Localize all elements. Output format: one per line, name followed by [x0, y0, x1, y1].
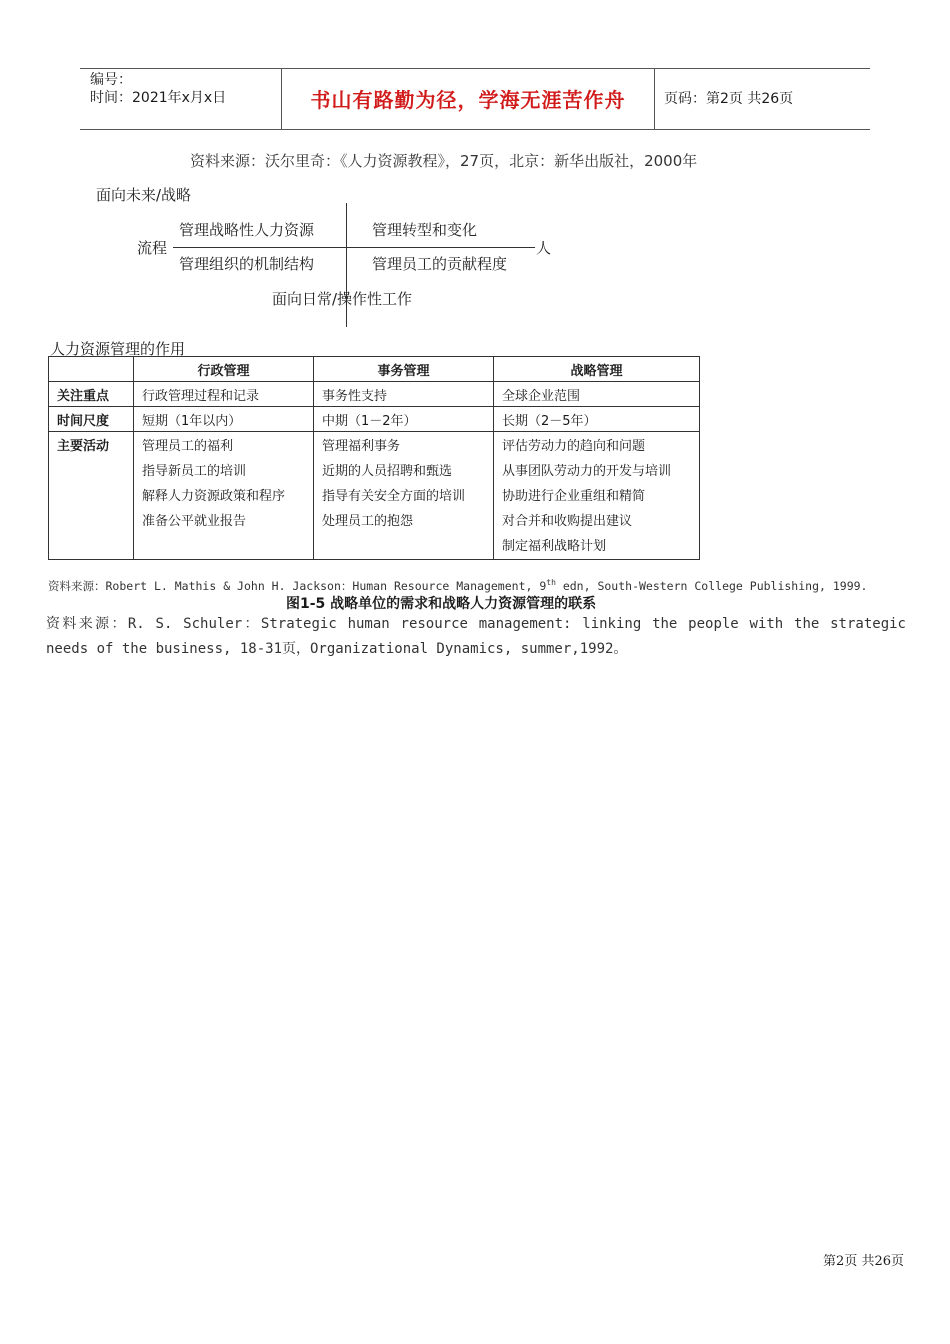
table-title: 人力资源管理的作用: [50, 340, 186, 358]
time-label: 时间：2021年x月x日: [90, 90, 227, 106]
table-cell: 行政管理过程和记录: [134, 382, 314, 407]
quadrant-bottom-right: 管理员工的贡献程度: [372, 255, 508, 273]
quadrant-right-label: 人: [536, 239, 552, 257]
page-header: [80, 68, 870, 130]
column-header: 事务管理: [314, 357, 494, 382]
table-corner-cell: [49, 357, 134, 382]
roles-table: [48, 356, 700, 560]
row-header: [49, 432, 134, 560]
table-row: [49, 432, 700, 560]
table-cell: 长期（2－5年）: [494, 407, 700, 432]
quadrant-top-label: 面向未来/战略: [96, 186, 192, 204]
figure-caption: 图1-5 战略单位的需求和战略人力资源管理的联系: [286, 596, 597, 612]
table-cell: 短期（1年以内）: [134, 407, 314, 432]
source-line-1: 资料来源：沃尔里奇：《人力资源教程》，27页，北京：新华出版社，2000年: [190, 152, 698, 170]
activity-item: 从事团队劳动力的开发与培训: [502, 464, 672, 479]
table-cell: 事务性支持: [314, 382, 494, 407]
source-line-2-text: edn, South-Western College Publishing, 1999.: [555, 579, 868, 593]
header-divider: [654, 69, 655, 129]
activity-item: 对合并和收购提出建议: [502, 514, 633, 529]
header-meta: [90, 71, 226, 107]
row-header: 时间尺度: [49, 407, 134, 432]
activity-item: 指导新员工的培训: [142, 464, 247, 479]
source-line-2-text: 资料来源：Robert L. Mathis & John H. Jackson：Human Resource Management, 9: [48, 579, 547, 593]
table-cell: 中期（1－2年）: [314, 407, 494, 432]
table-cell: [494, 432, 700, 560]
source-line-2-sup: th: [546, 578, 556, 588]
activity-item: 管理员工的福利: [142, 439, 234, 454]
page-label: 页码：第2页 共26页: [664, 91, 794, 107]
table-cell: [314, 432, 494, 560]
quadrant-top-left: 管理战略性人力资源: [179, 221, 315, 239]
table-header-row: [49, 357, 700, 382]
activity-item: 近期的人员招聘和甄选: [322, 464, 453, 479]
activity-item: 评估劳动力的趋向和问题: [502, 439, 646, 454]
header-motto: 书山有路勤为径，学海无涯苦作舟: [310, 88, 626, 112]
activity-item: 解释人力资源政策和程序: [142, 489, 286, 504]
activity-item: 制定福利战略计划: [502, 539, 607, 554]
activity-item: 指导有关安全方面的培训: [322, 489, 466, 504]
activities-header: 主要活动: [57, 439, 110, 454]
activity-item: 处理员工的抱怨: [322, 514, 414, 529]
table-cell: [134, 432, 314, 560]
table-cell: 全球企业范围: [494, 382, 700, 407]
table-row: [49, 407, 700, 432]
quadrant-horizontal-axis: [173, 247, 535, 248]
source-line-2: [48, 578, 867, 594]
quadrant-bottom-label: 面向日常/操作性工作: [272, 290, 413, 308]
row-header: 关注重点: [49, 382, 134, 407]
page-footer: 第2页 共26页: [823, 1254, 904, 1269]
quadrant-left-label: 流程: [137, 239, 168, 257]
code-label: 编号：: [90, 72, 132, 88]
quadrant-bottom-left: 管理组织的机制结构: [179, 255, 315, 273]
activity-item: 协助进行企业重组和精简: [502, 489, 646, 504]
column-header: 行政管理: [134, 357, 314, 382]
activity-item: 准备公平就业报告: [142, 514, 247, 529]
quadrant-top-right: 管理转型和变化: [372, 221, 478, 239]
column-header: 战略管理: [494, 357, 700, 382]
source-line-3: 资料来源：R. S. Schuler：Strategic human resource management: linking the people with the strategic needs of the business, 18-31页，Organizational Dynamics, summer,1992。: [46, 616, 906, 657]
activity-item: 管理福利事务: [322, 439, 401, 454]
table-row: [49, 382, 700, 407]
